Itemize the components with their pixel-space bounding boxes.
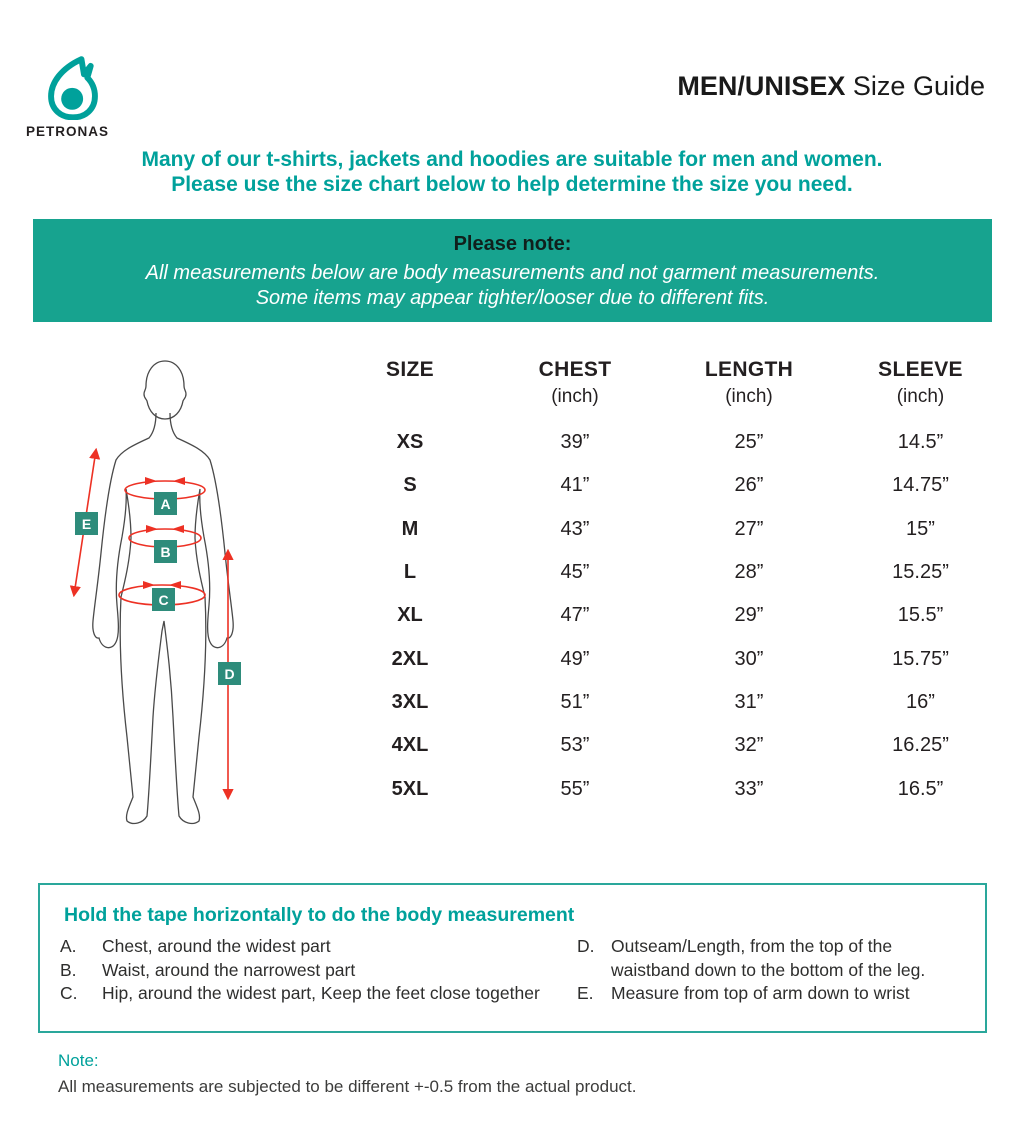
table-cell-length: 33” — [734, 777, 764, 800]
table-cell-chest: 55” — [560, 777, 590, 800]
table-cell-sleeve: 15.75” — [892, 647, 949, 670]
col-length-label: LENGTH — [704, 358, 794, 381]
table-cell-length: 26” — [734, 474, 764, 497]
table-cell-chest: 39” — [560, 431, 590, 454]
table-row-size: XL — [397, 604, 423, 627]
item-key: D. — [577, 936, 595, 956]
table-row-size: 5XL — [391, 777, 429, 800]
body-measurement-diagram — [40, 355, 330, 845]
page-title-bold: MEN/UNISEX — [677, 71, 846, 101]
table-cell-length: 27” — [734, 517, 764, 540]
table-cell-sleeve: 14.75” — [892, 474, 949, 497]
list-item — [60, 959, 560, 983]
table-cell-chest: 43” — [560, 517, 590, 540]
item-text: Chest, around the widest part — [102, 936, 331, 956]
table-row-size: 2XL — [391, 647, 429, 670]
note-text: All measurements are subjected to be different +-0.5 from the actual product. — [58, 1077, 637, 1096]
item-key: B. — [60, 959, 77, 980]
table-cell-length: 29” — [734, 604, 764, 627]
col-chest-unit: (inch) — [551, 386, 599, 407]
table-row-size: 4XL — [391, 734, 429, 757]
size-table-rows — [337, 421, 1010, 811]
intro-text — [0, 147, 1024, 197]
item-key: E. — [577, 983, 594, 1003]
item-text: Waist, around the narrowest part — [102, 959, 356, 980]
table-cell-chest: 51” — [560, 690, 590, 713]
brand-wordmark: PETRONAS — [26, 124, 110, 139]
table-row-size: M — [401, 517, 419, 540]
diagram-tag-b: B — [154, 540, 177, 563]
instructions-title: Hold the tape horizontally to do the body measurement — [64, 904, 575, 926]
petronas-drop-icon — [46, 54, 100, 120]
page-title-regular: Size Guide — [852, 71, 985, 101]
list-item — [577, 935, 969, 982]
item-text: Measure from top of arm down to wrist — [611, 983, 910, 1003]
col-size-unit — [337, 386, 483, 408]
table-cell-length: 25” — [734, 431, 764, 454]
footer-note — [58, 1051, 636, 1097]
notice-title: Please note: — [453, 233, 572, 255]
notice-line-2: Some items may appear tighter/looser due to different fits. — [255, 287, 770, 309]
item-text: Hip, around the widest part, Keep the feet close together — [102, 983, 540, 1003]
col-length-unit: (inch) — [725, 386, 773, 407]
col-sleeve-label: SLEEVE — [878, 358, 963, 381]
col-sleeve-unit: (inch) — [896, 386, 945, 407]
table-cell-sleeve: 15.5” — [897, 604, 944, 627]
table-cell-length: 30” — [734, 647, 764, 670]
col-chest-label: CHEST — [538, 358, 612, 381]
instructions-right-column — [577, 935, 969, 1006]
table-cell-sleeve: 16” — [906, 690, 935, 713]
intro-line-2: Please use the size chart below to help determine the size you need. — [171, 173, 853, 196]
notice-line-1: All measurements below are body measurements and not garment measurements. — [145, 262, 880, 284]
table-cell-chest: 45” — [560, 561, 590, 584]
table-cell-length: 32” — [734, 734, 764, 757]
table-cell-chest: 47” — [560, 604, 590, 627]
list-item — [577, 982, 969, 1006]
table-cell-chest: 49” — [560, 647, 590, 670]
table-cell-length: 31” — [734, 690, 764, 713]
diagram-tag-c: C — [152, 588, 175, 611]
table-cell-chest: 41” — [560, 474, 590, 497]
table-cell-sleeve: 15.25” — [892, 561, 949, 584]
size-table — [337, 358, 1010, 811]
diagram-canvas — [40, 355, 330, 845]
intro-line-1: Many of our t-shirts, jackets and hoodies are suitable for men and women. — [141, 148, 883, 171]
list-item — [60, 935, 560, 959]
diagram-tag-e: E — [75, 512, 98, 535]
diagram-tag-d: D — [218, 662, 241, 685]
note-title: Note: — [58, 1051, 99, 1070]
table-cell-sleeve: 14.5” — [897, 431, 944, 454]
table-row-size: 3XL — [391, 690, 429, 713]
table-row-size: L — [403, 561, 417, 584]
page-title — [677, 71, 985, 102]
table-row-size: S — [403, 474, 417, 497]
notice-banner — [33, 219, 992, 322]
item-text: Outseam/Length, from the top of the waistband down to the bottom of the leg. — [611, 936, 926, 980]
list-item — [60, 982, 560, 1006]
measurement-instructions-box — [38, 883, 987, 1033]
table-cell-sleeve: 15” — [906, 517, 935, 540]
size-table-header — [337, 358, 1010, 408]
item-key: A. — [60, 936, 77, 956]
col-size-label: SIZE — [386, 358, 434, 381]
table-cell-sleeve: 16.5” — [897, 777, 944, 800]
diagram-tag-a: A — [154, 492, 177, 515]
table-cell-chest: 53” — [560, 734, 590, 757]
petronas-logo — [26, 54, 116, 139]
instructions-left-column — [60, 935, 560, 1006]
table-row-size: XS — [396, 431, 424, 454]
item-key: C. — [60, 983, 78, 1003]
table-cell-length: 28” — [734, 561, 764, 584]
table-cell-sleeve: 16.25” — [892, 734, 949, 757]
